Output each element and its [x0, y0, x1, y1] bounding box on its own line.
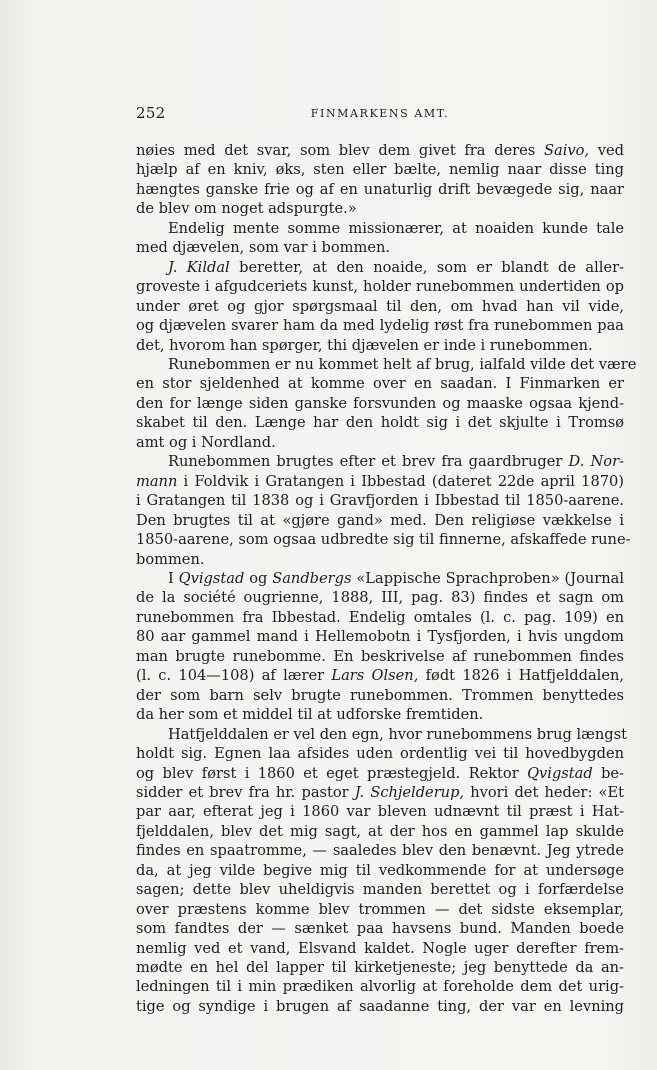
text-run: ledningen til i min prædiken alvorlig at foreholde dem det urig- [136, 978, 624, 996]
text-run: som fandtes der — sænket paa havsens bund. Manden boede [136, 920, 624, 938]
text-run: 80 aar gammel mand i Hellemobotn i Tysfjorden, i hvis ungdom [136, 628, 624, 646]
text-line [136, 336, 624, 355]
text-line [136, 647, 624, 666]
text-run: nøies med det svar, som blev dem givet fra deres [136, 142, 544, 159]
text-run: Hatfjelddalen er vel den egn, hvor runebommens brug længst [168, 725, 627, 743]
text-run: der som barn selv brugte runebommen. Trommen benyttedes [136, 686, 624, 704]
text-line [136, 355, 637, 374]
text-run: «Lappische Sprachproben» (Journal [351, 569, 625, 587]
text-run: de la société ougrienne, 1888, III, pag. 83) findes et sagn om [136, 589, 624, 607]
text-line [136, 413, 624, 432]
text-line [136, 452, 624, 471]
italic-name: Qvigstad [178, 569, 245, 587]
page-number: 252 [136, 104, 166, 122]
text-run: fjelddalen, blev det mig sagt, at der hos en gammel lap skulde [136, 822, 624, 840]
text-run: groveste i afgudceriets kunst, holder runebommen undertiden op [136, 278, 624, 296]
text-run: beretter, at den noaide, som er blandt de aller- [229, 258, 624, 276]
text-line [136, 491, 624, 510]
text-line [136, 472, 624, 491]
text-run: under øret og gjor spørgsmaal til den, om hvad han vil vide, [136, 297, 624, 315]
italic-name: mann [136, 472, 178, 490]
text-line [136, 277, 624, 296]
text-run: Endelig mente somme missionærer, at noaiden kunde tale [168, 219, 624, 237]
text-line [136, 822, 624, 841]
text-run: mødte en hel del lapper til kirketjeneste; jeg benyttede da an- [136, 959, 624, 977]
text-run: Runebommen brugtes efter et brev fra gaardbruger [168, 453, 569, 471]
text-line [136, 550, 624, 569]
text-run: par aar, efterat jeg i 1860 var bleven udnævnt til præst i Hat- [136, 803, 624, 821]
paragraph [136, 452, 631, 569]
text-run: i Foldvik i Gratangen i Ibbestad (dateret 22de april 1870) [177, 472, 624, 490]
text-line [136, 841, 624, 860]
text-line [136, 919, 624, 938]
text-run: ved [589, 142, 624, 159]
text-line [136, 297, 624, 316]
text-run: findes en spaatromme, — saaledes blev den benævnt. Jeg ytrede [136, 842, 624, 860]
text-run: og blev først i 1860 et eget præstegjeld. Rektor [136, 764, 528, 782]
paragraph [136, 569, 624, 725]
text-line [136, 666, 624, 685]
text-line [136, 238, 624, 257]
text-line [136, 997, 624, 1016]
text-line [136, 686, 624, 705]
text-run: skabet til den. Længe har den holdt sig i det skjulte i Tromsø [136, 414, 624, 432]
text-run: amt og i Nordland. [136, 433, 276, 451]
text-run: tige og syndige i brugen af saadanne ting, der var en levning [136, 997, 624, 1015]
text-run: be- [592, 764, 624, 782]
text-line [136, 880, 624, 899]
paragraph [136, 141, 624, 219]
text-line [136, 569, 624, 588]
text-line [136, 530, 631, 549]
text-run: man brugte runebomme. En beskrivelse af runebommen findes [136, 647, 624, 665]
italic-name: J. Schjelderup, [354, 783, 465, 801]
text-run: holdt sig. Egnen laa afsides uden ordentlig vei til hovedbygden [136, 745, 624, 763]
text-line [136, 316, 624, 335]
body-text [136, 141, 637, 1016]
italic-name: Sandbergs [272, 569, 352, 587]
text-run: hvori det heder: «Et [464, 783, 624, 801]
text-run: de blev om noget adspurgte.» [136, 200, 357, 218]
text-line [136, 258, 624, 277]
text-line [136, 141, 624, 160]
text-line [136, 180, 624, 199]
text-run: bommen. [136, 550, 205, 568]
running-title: FINMARKENS AMT. [310, 107, 450, 120]
page-header [136, 104, 624, 124]
text-run: født 1826 i Hatfjelddalen, [418, 667, 624, 685]
text-line [136, 705, 624, 724]
text-line [136, 725, 627, 744]
text-run: da, at jeg vilde begive mig til vedkommende for at undersøge [136, 861, 624, 879]
text-run: Runebommen er nu kommet helt af brug, ialfald vilde det være [168, 355, 637, 373]
text-line [136, 374, 624, 393]
text-run: det, hvorom han spørger, thi djævelen er inde i runebommen. [136, 336, 593, 354]
text-line [136, 433, 624, 452]
paragraph [136, 258, 624, 355]
text-line [136, 764, 624, 783]
text-line [136, 802, 624, 821]
text-line [136, 219, 624, 238]
italic-name: Saivo, [544, 142, 590, 159]
text-line [136, 861, 624, 880]
text-line [136, 958, 624, 977]
paragraph [136, 219, 624, 258]
italic-name: D. Nor- [568, 453, 624, 471]
text-run: hængtes ganske frie og af en unaturlig drift bevægede sig, naar [136, 180, 624, 198]
italic-name: Lars Olsen, [331, 667, 419, 685]
text-line [136, 160, 624, 179]
text-line [136, 744, 624, 763]
text-run: nemlig ved et vand, Elsvand kaldet. Nogle uger derefter frem- [136, 939, 624, 957]
text-run: Den brugtes til at «gjøre gand» med. Den religiøse vækkelse i [136, 511, 624, 529]
text-run: sidder et brev fra hr. pastor [136, 783, 355, 801]
text-run: sagen; dette blev uheldigvis manden berettet og i forfærdelse [136, 881, 624, 899]
italic-name: J. Kildal [168, 258, 230, 276]
text-run: 1850-aarene, som ogsaa udbredte sig til finnerne, afskaffede rune- [136, 531, 631, 549]
text-run: og [244, 569, 273, 587]
text-line [136, 977, 624, 996]
text-line [136, 199, 624, 218]
text-run: i Gratangen til 1838 og i Gravfjorden i Ibbestad til 1850-aarene. [136, 492, 624, 510]
text-line [136, 588, 624, 607]
text-run: runebommen fra Ibbestad. Endelig omtales (l. c. pag. 109) en [136, 608, 624, 626]
text-run: I [168, 569, 179, 587]
text-line [136, 939, 624, 958]
italic-name: Qvigstad [527, 764, 593, 782]
text-run: da her som et middel til at udforske fremtiden. [136, 706, 484, 724]
text-run: en stor sjeldenhed at komme over en saadan. I Finmarken er [136, 375, 624, 393]
text-line [136, 511, 624, 530]
text-line [136, 394, 624, 413]
text-run: den for længe siden ganske forsvunden og maaske ogsaa kjend- [136, 394, 624, 412]
text-line [136, 783, 624, 802]
text-line [136, 627, 624, 646]
paragraph [136, 725, 627, 1017]
text-run: med djævelen, som var i bommen. [136, 239, 391, 257]
text-run: over præstens komme blev trommen — det sidste eksemplar, [136, 900, 624, 918]
text-run: (l. c. 104—108) af lærer [136, 667, 332, 685]
text-run: og djævelen svarer ham da med lydelig røst fra runebommen paa [136, 317, 624, 335]
text-line [136, 608, 624, 627]
paragraph [136, 355, 637, 452]
text-run: hjælp af en kniv, øks, sten eller bælte, nemlig naar disse ting [136, 161, 624, 179]
text-line [136, 900, 624, 919]
